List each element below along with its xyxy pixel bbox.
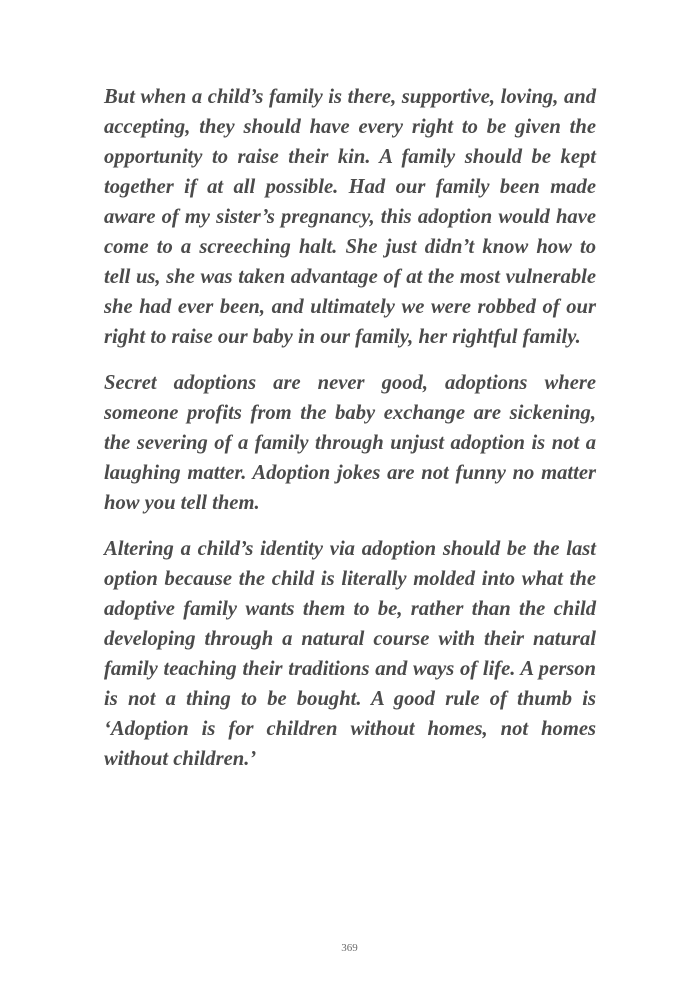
body-text <box>104 82 596 790</box>
paragraph-3: Altering a child’s identity via adoption should be the last option because the child is literally molded into what the adoptive family wants them to be, rather than the child developing through a natural course with their natural family teaching their traditions and ways of life. A person is not a thing to be bought. A good rule of thumb is ‘Adoption is for children without homes, not homes without children.’ <box>104 538 596 770</box>
paragraph-2: Secret adoptions are never good, adoptions where someone profits from the baby exchange are sickening, the severing of a family through unjust adoption is not a laughing matter. Adoption jokes are not funny no matter how you tell them. <box>104 372 596 514</box>
page-number: 369 <box>341 942 358 954</box>
paragraph-1: But when a child’s family is there, supportive, loving, and accepting, they should have every right to be given the opportunity to raise their kin. A family should be kept together if at all possible. Had our family been made aware of my sister’s pregnancy, this adoption would have come to a screeching halt. She just didn’t know how to tell us, she was taken advantage of at the most vulnerable she had ever been, and ultimately we were robbed of our right to raise our baby in our family, her rightful family. <box>104 86 596 348</box>
